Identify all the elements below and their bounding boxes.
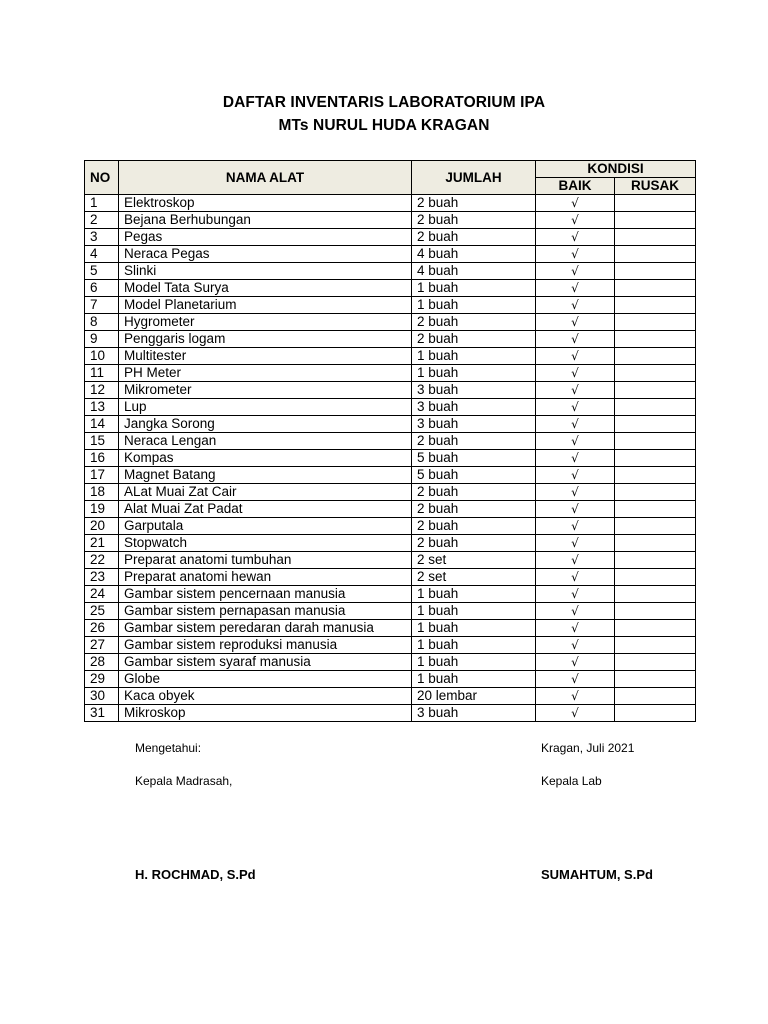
item-quantity: 5 buah (412, 467, 536, 484)
condition-broken-mark (615, 399, 696, 416)
item-name: ALat Muai Zat Cair (119, 484, 412, 501)
row-number: 20 (85, 518, 119, 535)
condition-good-mark: √ (536, 552, 615, 569)
condition-broken-mark (615, 212, 696, 229)
row-number: 10 (85, 348, 119, 365)
row-number: 8 (85, 314, 119, 331)
condition-broken-mark (615, 518, 696, 535)
condition-broken-mark (615, 297, 696, 314)
row-number: 21 (85, 535, 119, 552)
table-row (85, 263, 696, 280)
row-number: 16 (85, 450, 119, 467)
item-name: Globe (119, 671, 412, 688)
item-quantity: 2 buah (412, 212, 536, 229)
item-quantity: 2 buah (412, 484, 536, 501)
condition-good-mark: √ (536, 535, 615, 552)
table-row (85, 314, 696, 331)
condition-broken-mark (615, 331, 696, 348)
condition-good-mark: √ (536, 654, 615, 671)
item-quantity: 20 lembar (412, 688, 536, 705)
condition-broken-mark (615, 671, 696, 688)
item-name: Magnet Batang (119, 467, 412, 484)
table-row (85, 331, 696, 348)
inventory-rows (85, 195, 696, 722)
item-quantity: 3 buah (412, 382, 536, 399)
item-name: Gambar sistem reproduksi manusia (119, 637, 412, 654)
item-name: Stopwatch (119, 535, 412, 552)
item-quantity: 2 buah (412, 314, 536, 331)
item-quantity: 1 buah (412, 603, 536, 620)
item-quantity: 1 buah (412, 671, 536, 688)
header-broken: RUSAK (615, 178, 696, 195)
table-row (85, 348, 696, 365)
table-row (85, 365, 696, 382)
condition-good-mark: √ (536, 416, 615, 433)
row-number: 31 (85, 705, 119, 722)
condition-broken-mark (615, 552, 696, 569)
item-quantity: 3 buah (412, 705, 536, 722)
item-quantity: 2 set (412, 552, 536, 569)
condition-good-mark: √ (536, 365, 615, 382)
row-number: 24 (85, 586, 119, 603)
principal-role: Kepala Madrasah, (135, 774, 233, 788)
condition-good-mark: √ (536, 382, 615, 399)
condition-good-mark: √ (536, 501, 615, 518)
condition-good-mark: √ (536, 348, 615, 365)
item-quantity: 2 buah (412, 433, 536, 450)
table-row (85, 688, 696, 705)
inventory-table (84, 160, 696, 722)
table-row (85, 535, 696, 552)
row-number: 7 (85, 297, 119, 314)
table-row (85, 195, 696, 212)
condition-broken-mark (615, 637, 696, 654)
item-quantity: 3 buah (412, 416, 536, 433)
table-row (85, 433, 696, 450)
condition-broken-mark (615, 484, 696, 501)
row-number: 17 (85, 467, 119, 484)
row-number: 3 (85, 229, 119, 246)
item-name: Model Tata Surya (119, 280, 412, 297)
item-quantity: 1 buah (412, 586, 536, 603)
table-row (85, 552, 696, 569)
table-row (85, 416, 696, 433)
item-name: Mikrometer (119, 382, 412, 399)
item-quantity: 4 buah (412, 246, 536, 263)
condition-good-mark: √ (536, 467, 615, 484)
condition-broken-mark (615, 569, 696, 586)
item-name: Elektroskop (119, 195, 412, 212)
condition-good-mark: √ (536, 212, 615, 229)
item-name: PH Meter (119, 365, 412, 382)
header-no: NO (85, 161, 119, 195)
condition-good-mark: √ (536, 637, 615, 654)
table-row (85, 620, 696, 637)
condition-good-mark: √ (536, 314, 615, 331)
document-title: DAFTAR INVENTARIS LABORATORIUM IPA (222, 94, 546, 111)
table-row (85, 450, 696, 467)
item-name: Kompas (119, 450, 412, 467)
table-row (85, 467, 696, 484)
item-name: Model Planetarium (119, 297, 412, 314)
table-row (85, 705, 696, 722)
table-row (85, 246, 696, 263)
condition-broken-mark (615, 348, 696, 365)
condition-broken-mark (615, 280, 696, 297)
item-quantity: 1 buah (412, 637, 536, 654)
principal-name: H. ROCHMAD, S.Pd (135, 867, 256, 882)
row-number: 15 (85, 433, 119, 450)
condition-good-mark: √ (536, 688, 615, 705)
row-number: 18 (85, 484, 119, 501)
condition-broken-mark (615, 195, 696, 212)
condition-good-mark: √ (536, 433, 615, 450)
table-row (85, 671, 696, 688)
item-quantity: 2 set (412, 569, 536, 586)
item-quantity: 1 buah (412, 348, 536, 365)
condition-broken-mark (615, 382, 696, 399)
row-number: 26 (85, 620, 119, 637)
item-name: Slinki (119, 263, 412, 280)
condition-broken-mark (615, 535, 696, 552)
item-quantity: 2 buah (412, 535, 536, 552)
header-quantity: JUMLAH (412, 161, 536, 195)
row-number: 27 (85, 637, 119, 654)
row-number: 9 (85, 331, 119, 348)
row-number: 12 (85, 382, 119, 399)
condition-good-mark: √ (536, 671, 615, 688)
condition-broken-mark (615, 433, 696, 450)
item-name: Alat Muai Zat Padat (119, 501, 412, 518)
item-name: Mikroskop (119, 705, 412, 722)
table-row (85, 297, 696, 314)
condition-good-mark: √ (536, 620, 615, 637)
table-row (85, 399, 696, 416)
condition-broken-mark (615, 586, 696, 603)
item-quantity: 1 buah (412, 365, 536, 382)
table-row (85, 212, 696, 229)
condition-good-mark: √ (536, 484, 615, 501)
table-row (85, 484, 696, 501)
item-name: Kaca obyek (119, 688, 412, 705)
item-name: Multitester (119, 348, 412, 365)
row-number: 28 (85, 654, 119, 671)
item-quantity: 2 buah (412, 229, 536, 246)
item-quantity: 2 buah (412, 195, 536, 212)
item-name: Penggaris logam (119, 331, 412, 348)
item-quantity: 2 buah (412, 501, 536, 518)
table-row (85, 229, 696, 246)
header-item-name: NAMA ALAT (119, 161, 412, 195)
item-quantity: 1 buah (412, 280, 536, 297)
table-row (85, 603, 696, 620)
condition-good-mark: √ (536, 705, 615, 722)
condition-broken-mark (615, 229, 696, 246)
row-number: 19 (85, 501, 119, 518)
condition-good-mark: √ (536, 331, 615, 348)
item-quantity: 2 buah (412, 331, 536, 348)
row-number: 29 (85, 671, 119, 688)
condition-broken-mark (615, 450, 696, 467)
condition-good-mark: √ (536, 603, 615, 620)
condition-good-mark: √ (536, 280, 615, 297)
row-number: 4 (85, 246, 119, 263)
item-name: Gambar sistem pencernaan manusia (119, 586, 412, 603)
item-quantity: 1 buah (412, 297, 536, 314)
condition-broken-mark (615, 705, 696, 722)
item-quantity: 3 buah (412, 399, 536, 416)
item-name: Lup (119, 399, 412, 416)
condition-good-mark: √ (536, 399, 615, 416)
item-quantity: 1 buah (412, 654, 536, 671)
item-name: Bejana Berhubungan (119, 212, 412, 229)
row-number: 14 (85, 416, 119, 433)
condition-good-mark: √ (536, 586, 615, 603)
item-name: Preparat anatomi hewan (119, 569, 412, 586)
condition-good-mark: √ (536, 569, 615, 586)
row-number: 30 (85, 688, 119, 705)
condition-broken-mark (615, 620, 696, 637)
lab-head-role: Kepala Lab (541, 774, 602, 788)
item-quantity: 2 buah (412, 518, 536, 535)
row-number: 25 (85, 603, 119, 620)
item-quantity: 1 buah (412, 620, 536, 637)
condition-broken-mark (615, 314, 696, 331)
item-quantity: 5 buah (412, 450, 536, 467)
condition-good-mark: √ (536, 263, 615, 280)
item-name: Gambar sistem pernapasan manusia (119, 603, 412, 620)
condition-broken-mark (615, 654, 696, 671)
condition-good-mark: √ (536, 518, 615, 535)
table-row (85, 586, 696, 603)
condition-broken-mark (615, 365, 696, 382)
condition-broken-mark (615, 246, 696, 263)
item-name: Jangka Sorong (119, 416, 412, 433)
place-date: Kragan, Juli 2021 (541, 741, 635, 755)
condition-good-mark: √ (536, 246, 615, 263)
condition-broken-mark (615, 263, 696, 280)
condition-broken-mark (615, 603, 696, 620)
condition-broken-mark (615, 416, 696, 433)
row-number: 23 (85, 569, 119, 586)
row-number: 22 (85, 552, 119, 569)
condition-good-mark: √ (536, 297, 615, 314)
item-name: Pegas (119, 229, 412, 246)
table-row (85, 382, 696, 399)
header-good: BAIK (536, 178, 615, 195)
acknowledge-label: Mengetahui: (135, 741, 202, 755)
item-name: Gambar sistem peredaran darah manusia (119, 620, 412, 637)
table-row (85, 518, 696, 535)
condition-good-mark: √ (536, 229, 615, 246)
lab-head-name: SUMAHTUM, S.Pd (541, 867, 653, 882)
item-name: Preparat anatomi tumbuhan (119, 552, 412, 569)
condition-broken-mark (615, 501, 696, 518)
document-subtitle: MTs NURUL HUDA KRAGAN (278, 117, 490, 134)
condition-good-mark: √ (536, 450, 615, 467)
row-number: 11 (85, 365, 119, 382)
row-number: 13 (85, 399, 119, 416)
condition-broken-mark (615, 688, 696, 705)
table-row (85, 654, 696, 671)
item-quantity: 4 buah (412, 263, 536, 280)
condition-good-mark: √ (536, 195, 615, 212)
table-row (85, 637, 696, 654)
item-name: Hygrometer (119, 314, 412, 331)
item-name: Garputala (119, 518, 412, 535)
table-row (85, 280, 696, 297)
table-row (85, 569, 696, 586)
row-number: 5 (85, 263, 119, 280)
row-number: 2 (85, 212, 119, 229)
table-row (85, 501, 696, 518)
row-number: 6 (85, 280, 119, 297)
item-name: Neraca Lengan (119, 433, 412, 450)
condition-broken-mark (615, 467, 696, 484)
item-name: Gambar sistem syaraf manusia (119, 654, 412, 671)
row-number: 1 (85, 195, 119, 212)
header-condition: KONDISI (536, 161, 696, 178)
item-name: Neraca Pegas (119, 246, 412, 263)
